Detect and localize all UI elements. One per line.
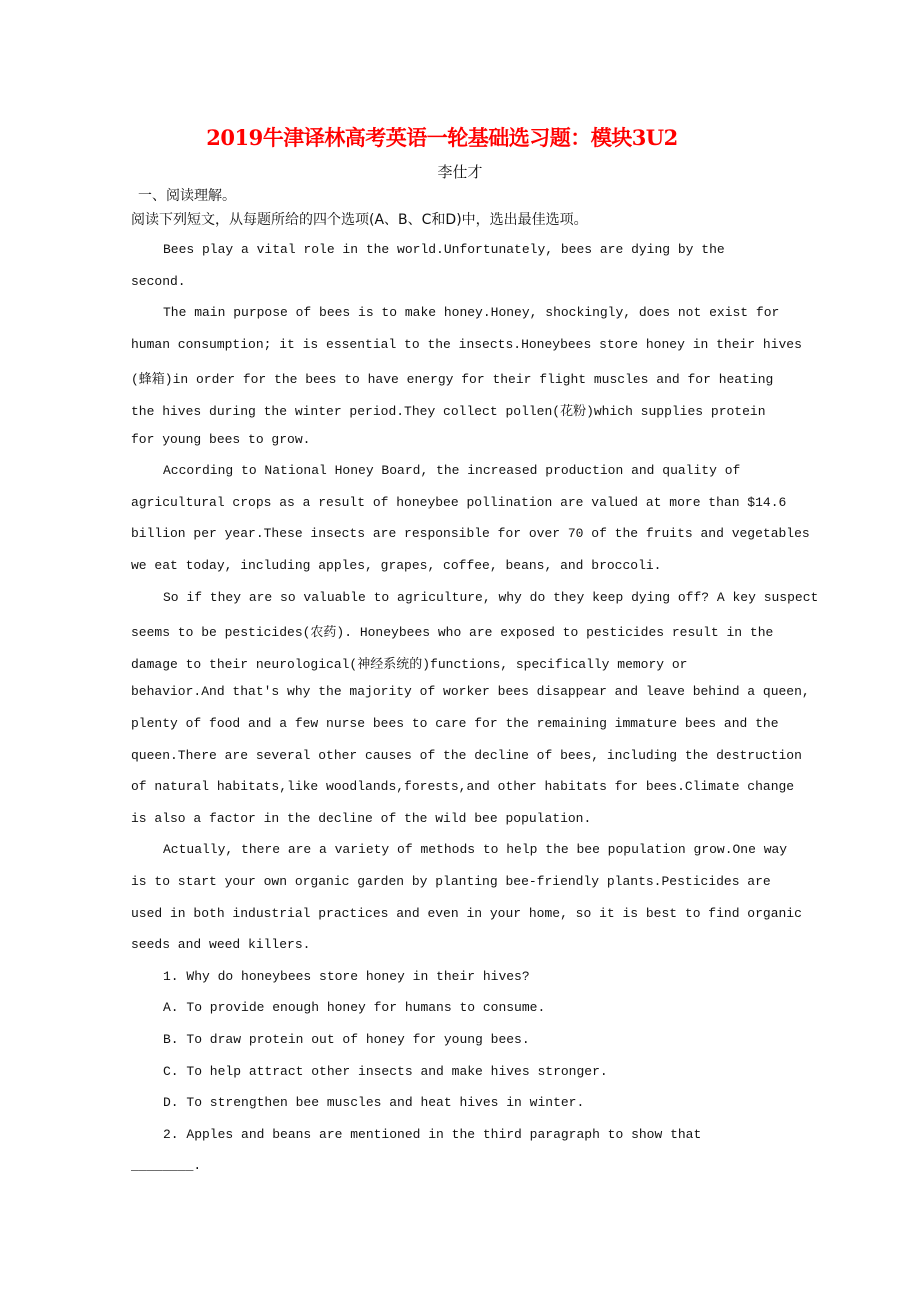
text-line: behavior.And that's why the majority of worker bees disappear and leave behind a queen, — [131, 684, 810, 700]
text-line: seems to be pesticides(农药). Honeybees who are exposed to pesticides result in the — [131, 625, 774, 641]
text-line: B. To draw protein out of honey for young bees. — [163, 1032, 530, 1047]
text-line: damage to their neurological(神经系统的)functions, specifically memory or — [131, 656, 688, 672]
text-line: human consumption; it is essential to the insects.Honeybees store honey in their hives — [131, 336, 802, 352]
text-line: 1. Why do honeybees store honey in their hives? — [163, 968, 530, 984]
text-line: used in both industrial practices and even in your home, so it is best to find organic — [131, 905, 802, 921]
text-line: 2. Apples and beans are mentioned in the third paragraph to show that — [163, 1126, 702, 1142]
section-heading: 一、阅读理解。 — [138, 188, 236, 204]
text-line: we eat today, including apples, grapes, coffee, beans, and broccoli. — [131, 558, 662, 573]
text-line: (蜂箱)in order for the bees to have energy for their flight muscles and for heating — [131, 372, 774, 388]
text-line: billion per year.These insects are responsible for over 70 of the fruits and vegetables — [131, 526, 810, 542]
text-line: agricultural crops as a result of honeybee pollination are valued at more than $14.6 — [131, 494, 787, 510]
author: 李仕才 — [437, 163, 483, 181]
text-line: the hives during the winter period.They collect pollen(花粉)which supplies protein — [131, 404, 766, 419]
text-line: queen.There are several other causes of the decline of bees, including the destruction — [131, 747, 802, 763]
text-line: of natural habitats,like woodlands,forests,and other habitats for bees.Climate change — [131, 779, 795, 795]
text-line: is to start your own organic garden by planting bee-friendly plants.Pesticides are — [131, 874, 771, 889]
text-line: C. To help attract other insects and make hives stronger. — [163, 1063, 608, 1079]
text-line: According to National Honey Board, the increased production and quality of — [163, 463, 741, 479]
text-line: Actually, there are a variety of methods to help the bee population grow.One way — [163, 842, 788, 858]
text-line: is also a factor in the decline of the wild bee population. — [131, 810, 592, 826]
instructions: 阅读下列短文，从每题所给的四个选项(A、B、C和D)中，选出最佳选项。 — [131, 212, 588, 228]
document-title: 2019牛津译林高考英语一轮基础选习题：模块3U2 — [206, 125, 678, 150]
text-line: D. To strengthen bee muscles and heat hives in winter. — [163, 1095, 585, 1111]
text-line: So if they are so valuable to agriculture, why do they keep dying off? A key suspect — [163, 589, 819, 605]
text-line: plenty of food and a few nurse bees to care for the remaining immature bees and the — [131, 716, 779, 731]
text-line: for young bees to grow. — [131, 431, 311, 447]
text-line: second. — [131, 273, 186, 289]
text-line: The main purpose of bees is to make honey.Honey, shockingly, does not exist for — [163, 305, 780, 321]
text-line: seeds and weed killers. — [131, 937, 311, 953]
text-line: ________. — [131, 1158, 202, 1174]
text-line: Bees play a vital role in the world.Unfortunately, bees are dying by the — [163, 242, 725, 257]
text-line: A. To provide enough honey for humans to consume. — [163, 1000, 546, 1016]
